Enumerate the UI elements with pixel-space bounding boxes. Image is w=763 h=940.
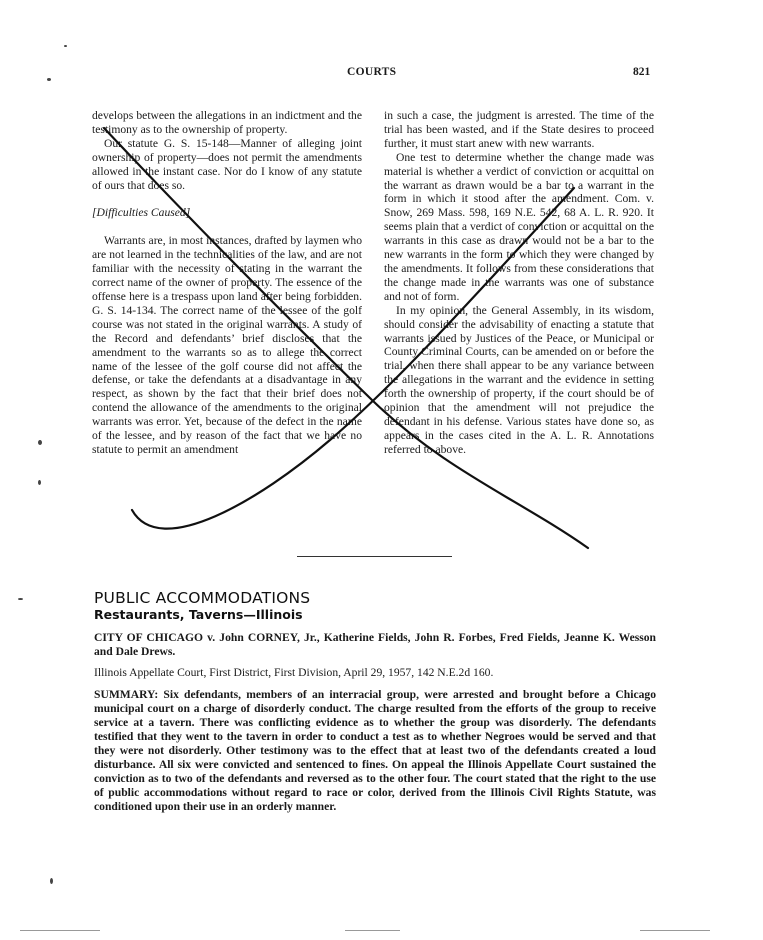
running-head-title: COURTS (347, 66, 397, 78)
running-head (0, 66, 763, 82)
right-column (384, 109, 654, 457)
case-court-citation: Illinois Appellate Court, First District, First Division, April 29, 1957, 142 N.E.2d 160. (94, 666, 494, 679)
summary-text: Six defendants, members of an interracial group, were arrested and brought before a Chicago municipal court on a charge of disorderly conduct. The charge resulted from the efforts of the group to receive service at a tavern. There was conflicting evidence as to whether the group was disorderly. The defendants testified that they went to the tavern in order to conduct a test as to whether Negroes would be served and that they were not disorderly. Other testimony was to the effect that at least two of the defendants created a loud disturbance. All six were convicted and sentenced to fines. On appeal the Illinois Appellate Court sustained the conviction as to two of the defendants and reversed as to the other four. The court stated that the right to the use of public accommodations without regard to race or color, derived from the Illinois Civil Rights Statute, was conditioned upon their use in an orderly manner. (94, 688, 656, 813)
section-divider-rule (297, 556, 452, 557)
scan-footer-mark (345, 930, 400, 931)
subheading-difficulties: [Difficulties Caused] (92, 206, 191, 220)
right-paragraph-1: in such a case, the judgment is arrested. The time of the trial has been wasted, and if the State desires to proceed further, it must start anew with new warrants. (384, 109, 654, 150)
right-paragraph-2: One test to determine whether the change made was material is whether a verdict of conviction or acquittal on the warrant as drawn would be a bar to a warrant in the form in which it stood after the amendment. Com. v. Snow, 269 Mass. 598, 169 N.E. 542, 68 A. L. R. 920. It seems plain that a verdict of conviction or acquittal on the warrants in this case as drawn would not be a bar to the new warrants in the form to which they were changed by the amendments. It follows from these considerations that the change made in the warrants was one of substance and not of form. (384, 150, 654, 303)
summary-label: SUMMARY: (94, 688, 159, 701)
section-subtitle: Restaurants, Taverns—Illinois (94, 607, 303, 622)
case-summary (94, 688, 656, 814)
scan-speck (64, 45, 67, 47)
left-paragraph-2: Our statute G. S. 15-148—Manner of alleging joint ownership of property—does not permit the amendments allowed in the instant case. Nor do I know of any statute of ours that does so. (92, 136, 362, 192)
case-title: CITY OF CHICAGO v. John CORNEY, Jr., Katherine Fields, John R. Forbes, Fred Fields, Jeanne K. Wesson and Dale Drews. (94, 631, 656, 658)
scan-speck (38, 440, 42, 445)
right-paragraph-3: In my opinion, the General Assembly, in its wisdom, should consider the advisability of enacting a statute that warrants issued by Justices of the Peace, or Municipal or County Criminal Courts, can be amended on or before the trial, when there shall appear to be any variance between the allegations in the warrant and the evidence in setting forth the ownership of property, if the court should be of opinion that the amendment will not prejudice the defendant in his defense. Various states have done so, as appears in the cases cited in the A. L. R. Annotations referred to above. (384, 303, 654, 456)
left-paragraph-3: Warrants are, in most instances, drafted by laymen who are not learned in the technicalities of the law, and are not familiar with the necessity of stating in the warrant the correct name of the owner of property. The essence of the offense here is a trespass upon land after being forbidden. G. S. 14-134. The correct name of the lessee of the golf course was not stated in the original warrants. A study of the Record and defendants’ brief discloses that the amendment to the warrants so as to allege the correct name of the lessee of the golf course did not affect the defense, or take the defendants at a disadvantage in any respect, as shown by the fact that their brief does not contend the allowance of the amendments to the original warrants was error. Yet, because of the defect in the name of the lessee, and by reason of the fact that we have no statute to permit an amendment (92, 234, 362, 456)
section-title: PUBLIC ACCOMMODATIONS (94, 589, 311, 607)
scan-speck (47, 78, 51, 81)
page-number: 821 (633, 66, 651, 78)
left-column (92, 109, 362, 457)
scan-speck (50, 878, 53, 884)
scan-footer-mark (640, 930, 710, 931)
scan-footer-mark (20, 930, 100, 931)
scan-speck (38, 480, 41, 485)
scan-speck (18, 598, 23, 600)
left-paragraph-1: develops between the allegations in an indictment and the testimony as to the ownership of property. (92, 109, 362, 136)
